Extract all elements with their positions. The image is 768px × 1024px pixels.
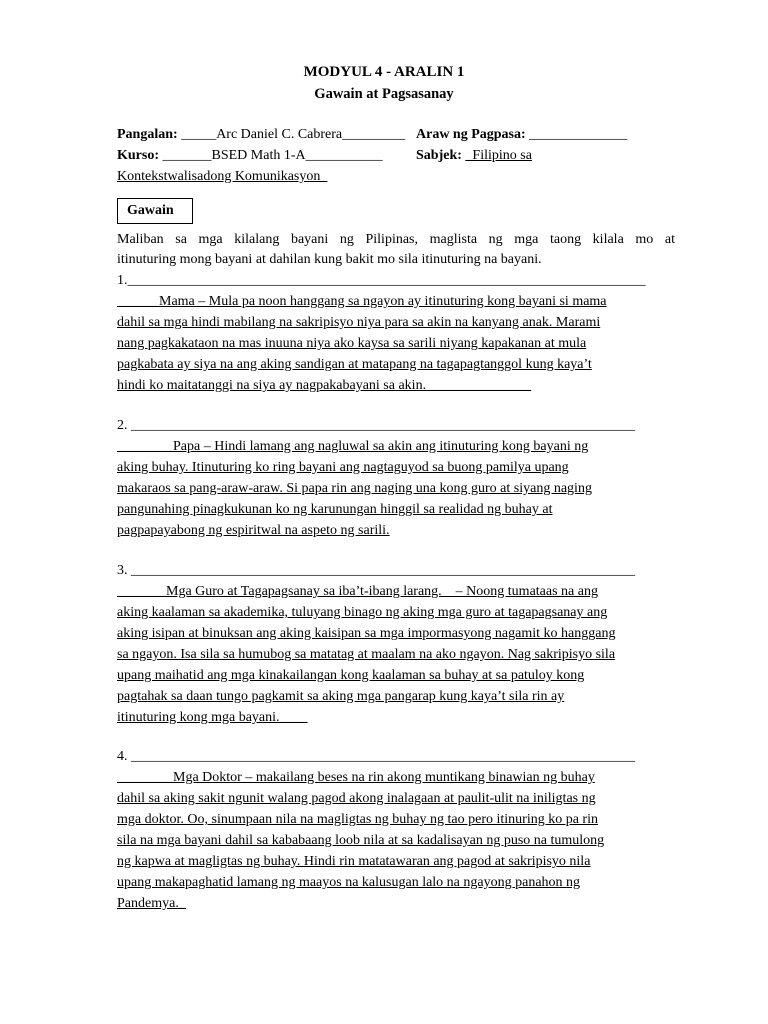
date-label: Araw ng Pagpasa:	[416, 127, 526, 142]
subject-label: Sabjek:	[416, 148, 462, 163]
module-subtitle: Gawain at Pagsasanay	[314, 86, 454, 102]
answer-3-line: sa ngayon. Isa sila sa humubog sa matatag at maalam na ako ngayon. Nag sakripisyo sila	[117, 647, 616, 662]
answer-4-line: ng kapwa at magligtas ng buhay. Hindi rin matatawaran ang pagod at sakripisyo nila	[117, 854, 591, 869]
answer-4-line: Pandemya._	[117, 896, 186, 911]
answer-2-line: pagpapayabong ng espiritwal na aspeto ng sarili.	[117, 523, 390, 538]
answer-2-line: ________Papa – Hindi lamang ang nagluwal sa akin ang itinuturing kong bayani ng	[117, 439, 589, 454]
answer-4-line: dahil sa aking sakit ngunit walang pagod akong inalagaan at paulit-ulit na iniligtas ng	[117, 791, 596, 806]
answer-1-line: nang pagkakataon na mas inuuna niya ako kaysa sa sarili niyang kapakanan at mula	[117, 336, 587, 351]
answer-4-line: upang makapaghatid lamang ng maayos na kalusugan lalo na ngayong panahon ng	[117, 875, 581, 890]
subject-row	[416, 147, 532, 165]
answer-3-line: aking isipan at binuksan ang aking kaisipan sa mga impormasyong nagamit ko hanggang	[117, 626, 616, 641]
name-value: _____Arc Daniel C. Cabrera_________	[181, 127, 406, 142]
answer-2-number: 2. ________________________________________________________________________	[117, 418, 635, 433]
answer-4-line: sila na mga bayani dahil sa kababaang loob nila at sa kadalisayan ng puso na tumulong	[117, 833, 605, 848]
answer-1-line: dahil sa mga hindi mabilang na sakripisyo niya para sa akin na kanyang anak. Marami	[117, 315, 601, 330]
answer-3-number: 3. ________________________________________________________________________	[117, 563, 635, 578]
answer-2-line: makaraos sa pang-araw-araw. Si papa rin ang naging una kong guro at siyang naging	[117, 481, 592, 496]
answer-3-line: itinuturing kong mga bayani.____	[117, 710, 308, 725]
answer-1-line: pagkabata ay siya na ang aking sandigan at matapang na tagapagtanggol kung kaya’t	[117, 357, 592, 372]
answer-3-line: upang maihatid ang mga kinakailangan kong kaalaman sa buhay at sa patuloy kong	[117, 668, 585, 683]
answer-1-number: 1.__________________________________________________________________________	[117, 273, 646, 288]
answer-4-line: mga doktor. Oo, sinumpaan nila na magligtas ng buhay ng tao pero itinuring ko pa rin	[117, 812, 598, 827]
instructions-line-2: itinuturing mong bayani at dahilan kung bakit mo sila itinuturing na bayani.	[117, 252, 542, 267]
answer-3-line: _______Mga Guro at Tagapagsanay sa iba’t-ibang larang. – Noong tumataas na ang	[117, 584, 598, 599]
module-title: MODYUL 4 - ARALIN 1	[303, 64, 465, 80]
answer-4-line: ________Mga Doktor – makailang beses na rin akong muntikang binawian ng buhay	[117, 770, 595, 785]
date-row	[416, 126, 627, 144]
subject-value: _Filipino sa	[465, 148, 532, 163]
answer-4-number: 4. ________________________________________________________________________	[117, 749, 635, 764]
answer-3-line: pagtahak sa daan tungo pagkamit sa aking mga pangarap kung kaya’t sila rin ay	[117, 689, 565, 704]
name-row	[117, 126, 405, 144]
answer-1-line: ______Mama – Mula pa noon hanggang sa ngayon ay itinuturing kong bayani si mama	[117, 294, 607, 309]
course-value: _______BSED Math 1-A___________	[162, 148, 383, 163]
date-value: ______________	[529, 127, 628, 142]
course-row	[117, 147, 383, 165]
name-label: Pangalan:	[117, 127, 178, 142]
answer-1-line: hindi ko maitatanggi na siya ay nagpakabayani sa akin._______________	[117, 378, 532, 393]
instructions-line-1: Maliban sa mga kilalang bayani ng Pilipinas, maglista ng mga taong kilala mo at	[117, 232, 675, 247]
answer-2-line: pangunahing pinagkukunan ko ng karunungan hinggil sa realidad ng buhay at	[117, 502, 553, 517]
answer-2-line: aking buhay. Itinuturing ko ring bayani ang nagtaguyod sa buong pamilya upang	[117, 460, 569, 475]
course-label: Kurso:	[117, 148, 159, 163]
answer-3-line: aking kaalaman sa akademika, tuluyang binago ng aking mga guro at tagapagsanay ang	[117, 605, 608, 620]
subject-value-continued: Kontekstwalisadong Komunikasyon_	[117, 169, 328, 184]
gawain-box: Gawain	[117, 198, 193, 224]
